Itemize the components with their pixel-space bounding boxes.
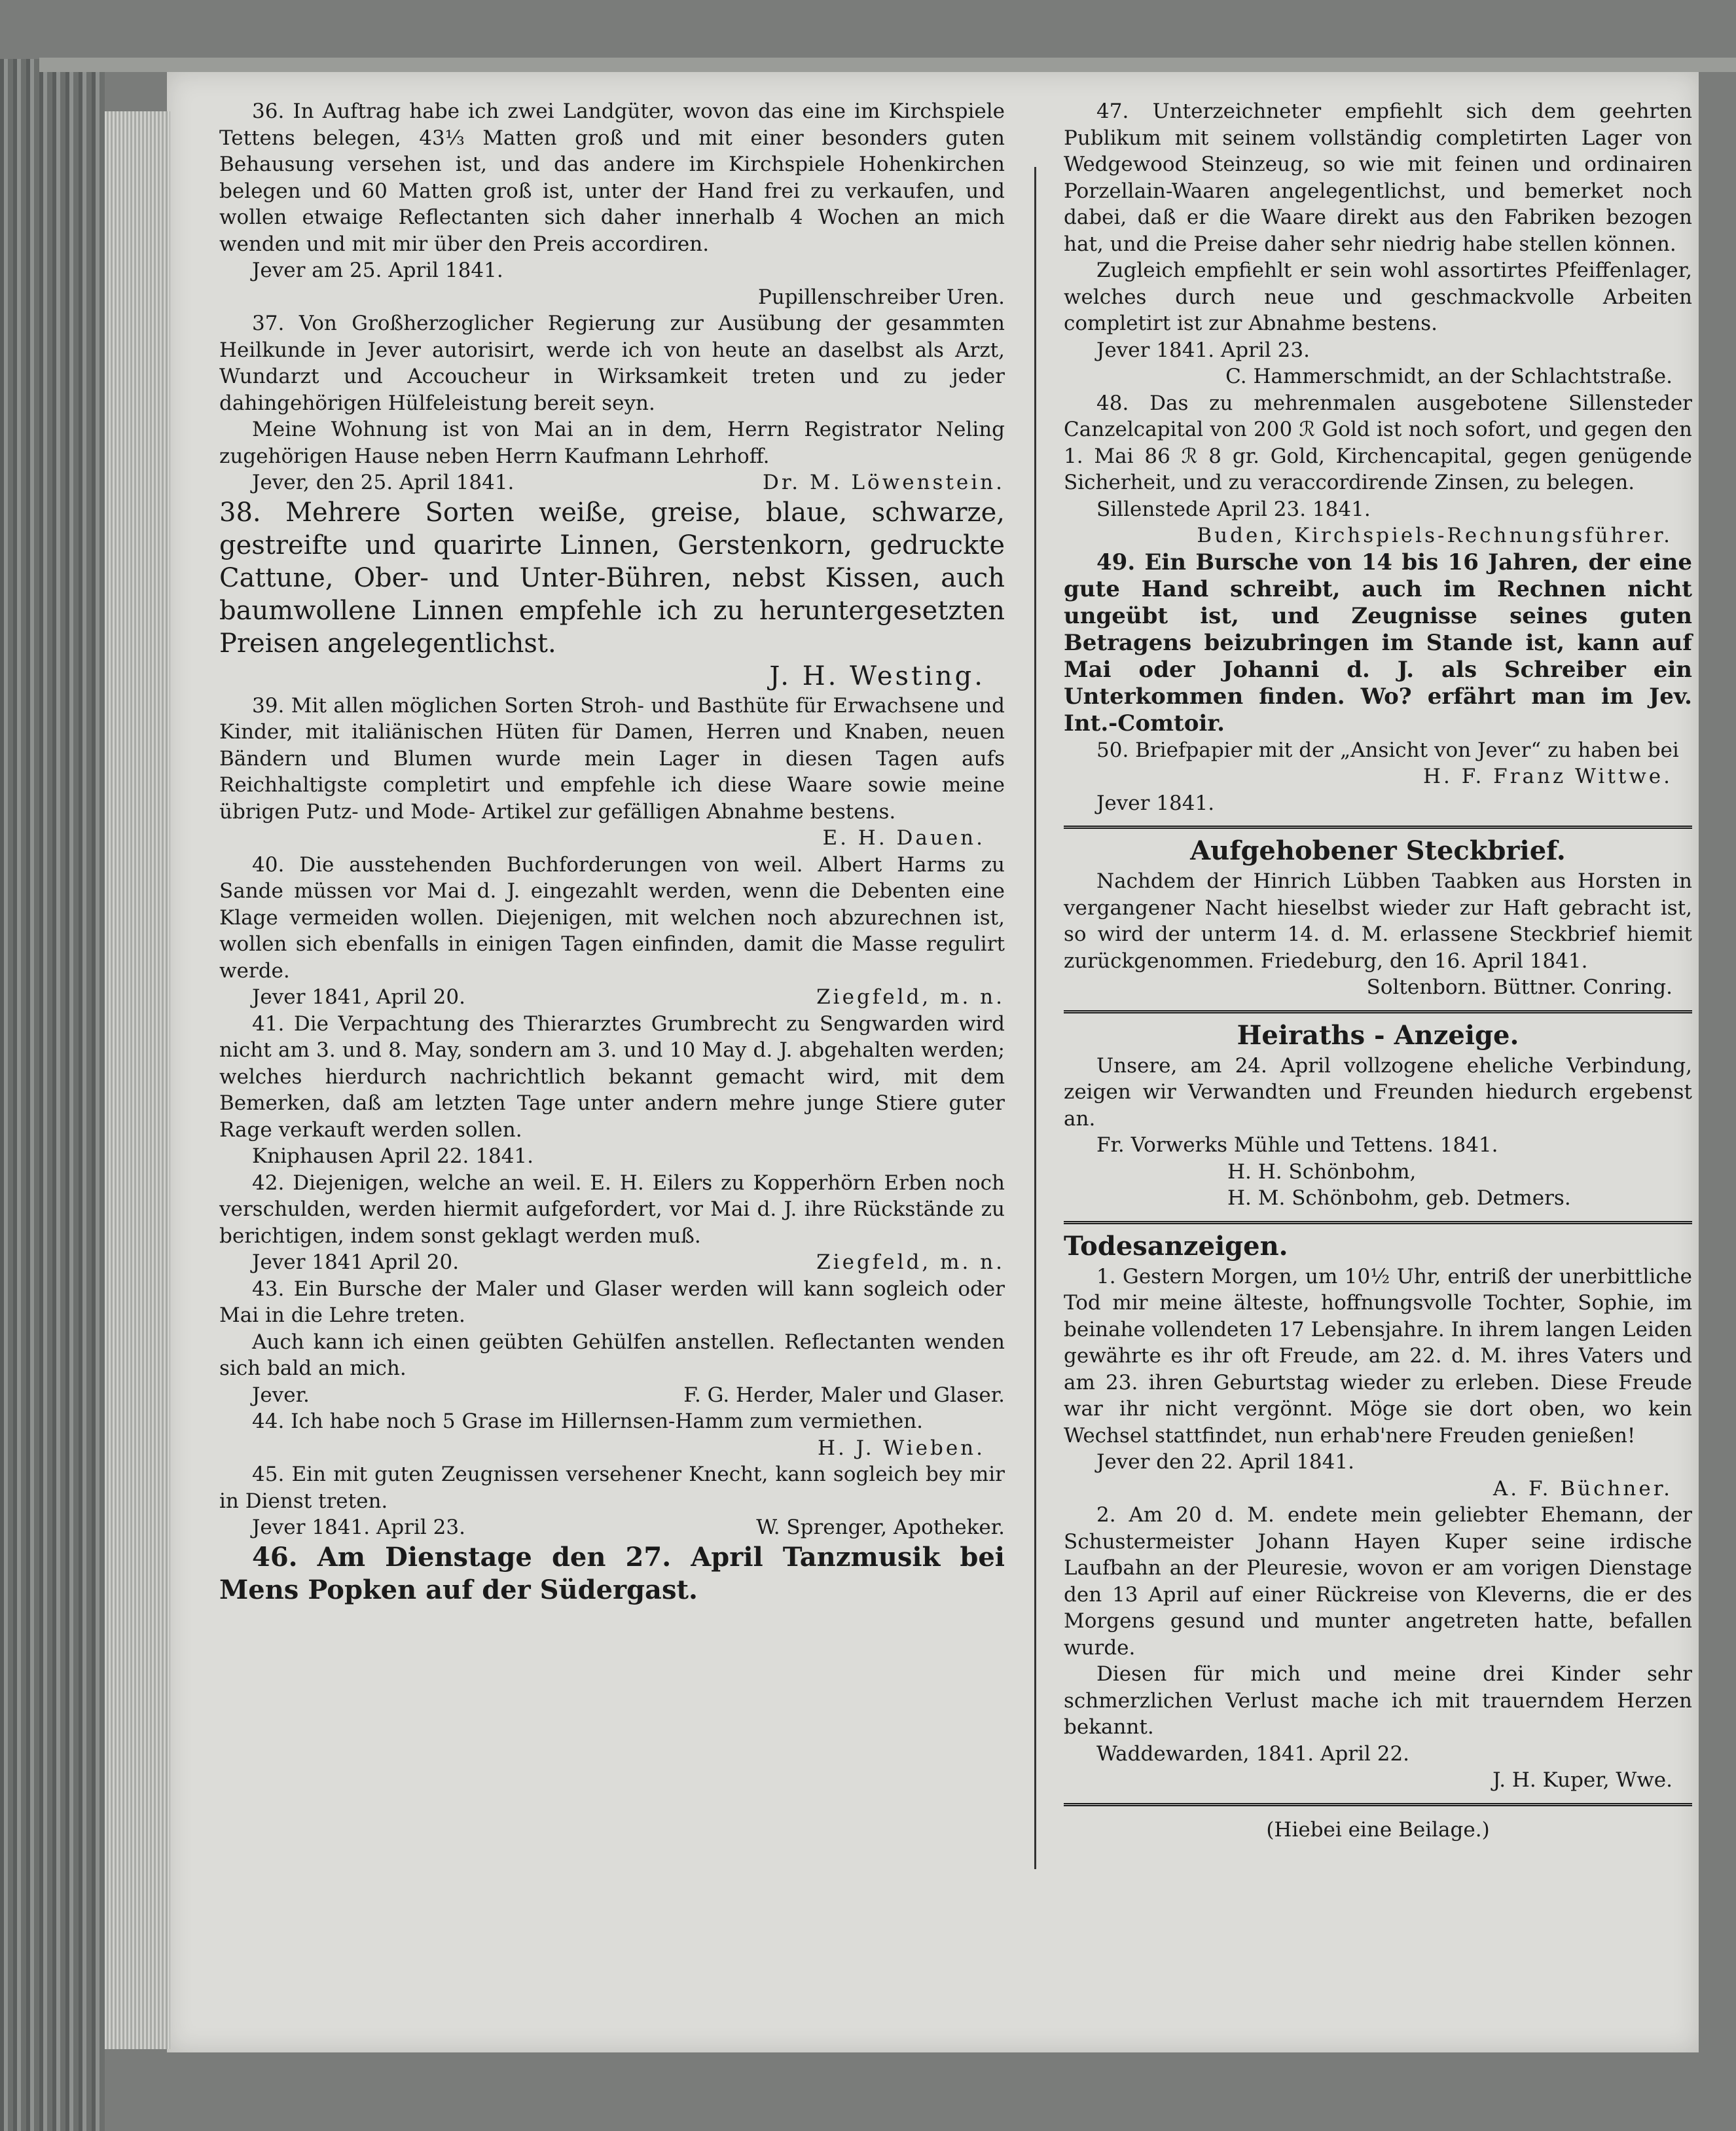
section-rule <box>1064 826 1692 829</box>
tod-heading: Todesanzeigen. <box>1064 1230 1288 1262</box>
notice-37-signature: Dr. M. Löwenstein. <box>763 471 1005 494</box>
notice-48-date: Sillenstede April 23. 1841. <box>1096 497 1371 521</box>
notice-47-text2: Zugleich empfiehlt er sein wohl assortirtes Pfeiffenlager, welches durch neue und geschmackvolle Arbeiten completirt ist zur Abnahme bestens. <box>1064 259 1692 335</box>
notice-37-date: Jever, den 25. April 1841. <box>252 471 515 494</box>
notice-43-text2: Auch kann ich einen geübten Gehülfen anstellen. Reflectanten wenden sich bald an mich. <box>219 1330 1005 1380</box>
notice-41-date: Kniphausen April 22. 1841. <box>252 1144 534 1168</box>
beilage-note: (Hiebei eine Beilage.) <box>1266 1817 1490 1842</box>
notice-50-date: Jever 1841. <box>1096 791 1215 815</box>
notice-36-date: Jever am 25. April 1841. <box>252 259 503 282</box>
notice-38-signature: J. H. Westing. <box>769 661 985 691</box>
notice-40-text: 40. Die ausstehenden Buchforderungen von weil. Albert Harms zu Sande müssen vor Mai d. J. eingezahlt werden, wenn die Debenten eine Klage vermeiden wollen. Diejenigen, mit welchen noch abzurechnen ist, wollen sich ebenfalls in einigen Tagen einfinden, damit die Masse regulirt werde. <box>219 852 1005 983</box>
notice-38-text: 38. Mehrere Sorten weiße, greise, blaue, schwarze, gestreifte und quarirte Linnen, Gerstenkorn, gedruckte Cattune, Ober- und Unter-Bühren, nebst Kissen, auch baumwollene Linnen empfehle ich zu heruntergesetzten Preisen angelegentlichst. <box>219 497 1005 659</box>
column-divider <box>1034 167 1036 1869</box>
notice-44-text: 44. Ich habe noch 5 Grase im Hillernsen-Hamm zum vermiethen. <box>252 1410 924 1433</box>
notice-45-signature: W. Sprenger, Apotheker. <box>756 1516 1005 1539</box>
notice-44-signature: H. J. Wieben. <box>817 1436 985 1460</box>
steckbrief-heading: Aufgehobener Steckbrief. <box>1190 835 1566 866</box>
notice-42-signature: Ziegfeld, m. n. <box>816 1250 1005 1274</box>
tod-1-text: 1. Gestern Morgen, um 10½ Uhr, entriß der unerbittliche Tod mir meine älteste, hoffnungsvolle Tochter, Sophie, im beinahe vollendeten 17 Lebensjahre. In ihrem langen Leiden gewährte es ihr oft Freude, am 22. d. M. ihres Vaters und am 23. ihren Geburtstag wieder zu erleben. Diese Freude war ihr nicht vergönnt. Möge sie dort oben, wo kein Wechsel stattfindet, nun erhab'nere Freuden genießen! <box>1064 1264 1692 1448</box>
heirath-signature-1: H. H. Schönbohm, <box>1227 1159 1417 1184</box>
notice-45-footer <box>219 1514 1005 1541</box>
notice-47-text: 47. Unterzeichneter empfiehlt sich dem geehrten Publikum mit seinem vollständig completirten Lager von Wedgewood Steinzeug, so wie mit feinen und ordinairen Porzellain-Waaren angelegentlichst, und bemerket noch dabei, daß er die Waare direkt aus den Fabriken bezogen hat, und die Preise daher sehr niedrig habe stellen können. <box>1064 100 1692 256</box>
notice-42-date: Jever 1841 April 20. <box>252 1250 460 1274</box>
notice-50-signature: H. F. Franz Wittwe. <box>1423 765 1673 788</box>
notice-48-signature: Buden, Kirchspiels-Rechnungsführer. <box>1197 524 1673 547</box>
notice-43-text: 43. Ein Bursche der Maler und Glaser werden will kann sogleich oder Mai in die Lehre treten. <box>219 1277 1005 1327</box>
notice-36-signature: Pupillenschreiber Uren. <box>757 285 1005 309</box>
notice-42-footer <box>219 1249 1005 1276</box>
notice-50-text: 50. Briefpapier mit der „Ansicht von Jever“ zu haben bei <box>1096 738 1679 762</box>
notice-46-text: 46. Am Dienstage den 27. April Tanzmusik bei Mens Popken auf der Südergast. <box>219 1541 1005 1605</box>
heirath-signature-2: H. M. Schönbohm, geb. Detmers. <box>1227 1186 1571 1210</box>
notice-43-footer <box>219 1382 1005 1409</box>
notice-39-text: 39. Mit allen möglichen Sorten Stroh- und Basthüte für Erwachsene und Kinder, mit italiänischen Hüten für Damen, Herren und Knaben, neuen Bändern und Blumen wurde mein Lager in diesen Tagen aufs Reichhaltigste completirt und empfehle ich diese Waare sowie meine übrigen Putz- und Mode- Artikel zur gefälligen Abnahme bestens. <box>219 693 1005 824</box>
tod-2-text2: Diesen für mich und meine drei Kinder sehr schmerzlichen Verlust mache ich mit trauerndem Herzen bekannt. <box>1064 1662 1692 1739</box>
notice-39-signature: E. H. Dauen. <box>822 826 985 850</box>
section-rule <box>1064 1803 1692 1806</box>
book-binding <box>0 59 105 2131</box>
notice-45-text: 45. Ein mit guten Zeugnissen versehener Knecht, kann sogleich bey mir in Dienst treten. <box>219 1463 1005 1513</box>
tod-2-signature: J. H. Kuper, Wwe. <box>1492 1768 1673 1792</box>
notice-47-signature: C. Hammerschmidt, an der Schlachtstraße. <box>1225 365 1673 388</box>
notice-40-date: Jever 1841, April 20. <box>252 985 465 1009</box>
notice-49-text: 49. Ein Bursche von 14 bis 16 Jahren, der eine gute Hand schreibt, auch im Rechnen nicht ungeübt ist, und Zeugnisse seines guten Betragens beizubringen im Stande ist, kann auf Mai oder Johanni d. J. als Schreiber ein Unterkommen finden. Wo? erfährt man im Jev. Int.-Comtoir. <box>1064 549 1692 737</box>
notice-37-footer <box>219 469 1005 496</box>
heirath-text: Unsere, am 24. April vollzogene eheliche Verbindung, zeigen wir Verwandten und Freunden hiedurch ergebenst an. <box>1064 1053 1692 1131</box>
right-column <box>1064 98 1692 1863</box>
notice-43-date: Jever. <box>252 1383 310 1407</box>
tod-1-date: Jever den 22. April 1841. <box>1096 1450 1354 1474</box>
heirath-place: Fr. Vorwerks Mühle und Tettens. 1841. <box>1096 1133 1498 1157</box>
steckbrief-text: Nachdem der Hinrich Lübben Taabken aus Horsten in vergangener Nacht hieselbst wieder zur Haft gebracht ist, so wird der unterm 14. d. M. erlassene Steckbrief hiemit zurückgenommen. Friedeburg, den 16. April 1841. <box>1064 869 1692 973</box>
notice-41-text: 41. Die Verpachtung des Thierarztes Grumbrecht zu Sengwarden wird nicht am 3. und 8. May, sondern am 3. und 10 May d. J. abgehalten werden; welches hierdurch nachrichtlich bekannt gemacht wird, mit dem Bemerken, daß am letzten Tage unter andern mehre junge Stiere guter Rage verkauft werden sollen. <box>219 1011 1005 1142</box>
notice-43-signature: F. G. Herder, Maler und Glaser. <box>683 1383 1005 1407</box>
tod-2-date: Waddewarden, 1841. April 22. <box>1096 1741 1410 1766</box>
notice-48-text: 48. Das zu mehrenmalen ausgebotene Sillensteder Canzelcapital von 200 ℛ Gold ist noch sofort, und gegen den 1. Mai 86 ℛ 8 gr. Gold, Kirchencapital, gegen genügende Sicherheit, und zu veraccordirende Zinsen, zu belegen. <box>1064 391 1692 494</box>
steckbrief-signature: Soltenborn. Büttner. Conring. <box>1366 975 1673 999</box>
left-column <box>219 98 1005 1607</box>
section-rule <box>1064 1221 1692 1224</box>
binding-top-strip <box>39 58 1736 72</box>
notice-42-text: 42. Diejenigen, welche an weil. E. H. Eilers zu Kopperhörn Erben noch verschulden, werden hiermit aufgefordert, vor Mai d. J. ihre Rückstände zu berichtigen, indem sonst geklagt werden muß. <box>219 1171 1005 1248</box>
page-edges <box>105 111 170 2049</box>
notice-37-text2: Meine Wohnung ist von Mai an in dem, Herrn Registrator Neling zugehörigen Hause neben Herrn Kaufmann Lehrhoff. <box>219 418 1005 468</box>
notice-36-text: 36. In Auftrag habe ich zwei Landgüter, wovon das eine im Kirchspiele Tettens belegen, 43⅓ Matten groß und mit einer besonders guten Behausung versehen ist, und das andere im Kirchspiele Hohenkirchen belegen und 60 Matten groß ist, unter der Hand frei zu verkaufen, und wollen etwaige Reflectanten sich daher innerhalb 4 Wochen an mich wenden und mit mir über den Preis accordiren. <box>219 100 1005 256</box>
notice-47-date: Jever 1841. April 23. <box>1096 338 1310 362</box>
section-rule <box>1064 1010 1692 1013</box>
notice-40-footer <box>219 984 1005 1011</box>
notice-37-text: 37. Von Großherzoglicher Regierung zur Ausübung der gesammten Heilkunde in Jever autorisirt, werde ich von heute an daselbst als Arzt, Wundarzt und Accoucheur in Wirksamkeit treten und zu jeder dahingehörigen Hülfeleistung bereit seyn. <box>219 312 1005 415</box>
notice-45-date: Jever 1841. April 23. <box>252 1516 465 1539</box>
notice-40-signature: Ziegfeld, m. n. <box>816 985 1005 1009</box>
tod-1-signature: A. F. Büchner. <box>1492 1476 1673 1501</box>
tod-2-text: 2. Am 20 d. M. endete mein geliebter Ehemann, der Schustermeister Johann Hayen Kuper seine irdische Laufbahn an der Pleuresie, wovon er am vorigen Dienstage den 13 April auf einer Rückreise von Kleverns, die er des Morgens gesund und munter angetreten hatte, befallen wurde. <box>1064 1503 1692 1660</box>
heirath-heading: Heiraths - Anzeige. <box>1237 1019 1519 1051</box>
